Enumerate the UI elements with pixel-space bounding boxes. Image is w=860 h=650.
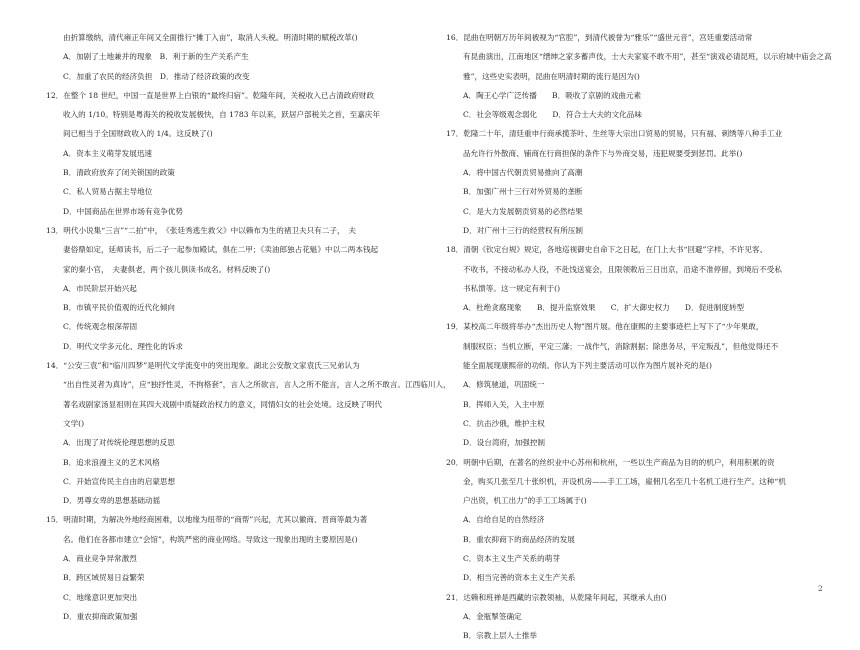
text-line: 著名戏剧家汤显祖则在其四大戏剧中质疑政治权力的意义，同情妇女的社会处境。这反映了明代 bbox=[63, 399, 382, 409]
text-line: A．杜绝贪腐现象 B．提升监察效果 C．扩大御史权力 D．促进制度转型 bbox=[463, 303, 745, 313]
text-line: 户出资，机工出力”的手工工场属于() bbox=[463, 496, 587, 506]
question-stem: 12．在整个 18 世纪，中国一直是世界上白银的“最终归宿”。乾隆年间，关税收入已占清政府财政 bbox=[46, 90, 375, 100]
right-column bbox=[446, 32, 832, 650]
text-line: B．宗教上层人士推举 bbox=[463, 631, 537, 641]
text-line: 家的秦小官， 夫妻俱老，两个孩儿俱读书成名。材料反映了() bbox=[63, 264, 271, 274]
text-line: A．加剧了土地兼并的现象 B．利于新的生产关系产生 bbox=[63, 52, 249, 62]
text-line: B．清政府放弃了闭关锁国的政策 bbox=[63, 168, 175, 178]
text-line: D．相当完善的资本主义生产关系 bbox=[463, 573, 576, 583]
text-line: C．加重了农民的经济负担 D．推动了经济政策的改变 bbox=[63, 71, 250, 81]
question-stem: 14．“公安三袁”和“临川四梦”是明代文学流变中的突出现象。湖北公安散文家袁氏三兄弟认为 bbox=[46, 361, 360, 371]
text-line: 品允许行外散商、铺商在行商担保的条件下与外商交易，违犯规要受到惩罚。此举() bbox=[463, 148, 743, 158]
question-stem: 15．明清时期，为解决外地经商困难，以地缘为纽带的“商帮”兴起，尤其以徽商、晋商等最为著 bbox=[46, 515, 368, 525]
page-number: 2 bbox=[818, 584, 823, 593]
text-line: A．商业竞争异常激烈 bbox=[63, 554, 137, 564]
text-line: D．对广州十三行的经营权有所压制 bbox=[463, 225, 583, 235]
text-line: C．地缘意识更加突出 bbox=[63, 592, 138, 602]
question-stem: 17．乾隆二十年，清廷重申行商承揽茶叶、生丝等大宗出口贸易的贸易，只有福、刺绣等八种手工业 bbox=[446, 129, 783, 139]
text-line: 文学() bbox=[63, 418, 85, 428]
text-line: D．明代文学多元化、理性化的诉求 bbox=[63, 341, 183, 351]
text-line: C．资本主义生产关系的萌芽 bbox=[463, 554, 560, 564]
text-line: C．抗击沙俄，维护主权 bbox=[463, 418, 545, 428]
text-line: D．男尊女卑的思想基础动摇 bbox=[63, 496, 161, 506]
text-line: 金，购买几张至几十张织机，开设机房——手工工场，雇佣几名至几十名机工进行生产。这种“机 bbox=[463, 476, 786, 486]
text-line: D．设台湾府，加强控制 bbox=[463, 438, 546, 448]
text-line: A．金瓶掣签确定 bbox=[463, 611, 522, 621]
text-line: B．跨区域贸易日益繁荣 bbox=[63, 573, 145, 583]
text-line: 间已相当于全国财政收入的 1/4。这反映了() bbox=[63, 129, 213, 139]
text-line: 能全面展现康熙帝的功绩。你认为下列主要活动可以作为图片展补充的是() bbox=[463, 361, 712, 371]
text-line: A．将中国古代朝贡贸易推向了高潮 bbox=[463, 168, 583, 178]
text-line: A．市民阶层开始兴起 bbox=[63, 283, 137, 293]
text-line: 名。他们在各都市建立“会馆”，构筑严密的商业网络。导致这一现象出现的主要原因是() bbox=[63, 534, 358, 544]
text-line: C．私人贸易占据主导地位 bbox=[63, 187, 153, 197]
text-line: A．自给自足的自然经济 bbox=[463, 515, 545, 525]
question-stem: 18．清朝《钦定台规》规定，各地巡视御史自命下之日起，在门上大书“回避”字样，不许见客、 bbox=[446, 245, 768, 255]
text-line: B．重农抑商下的商品经济的发展 bbox=[463, 534, 575, 544]
question-stem: 19．某校高二年级将举办“杰出历史人物”图片展。他在康熙的主要事迹栏上写下了“少年果敢， bbox=[446, 322, 764, 332]
text-line: 有昆曲演出，江南地区“缙绅之家多蓄声伎，士大夫家宴不敢不用”，甚至“演戏必请昆班，以示府城中庙会之高 bbox=[463, 52, 832, 62]
text-line: B．追求浪漫主义的艺术风格 bbox=[63, 457, 160, 467]
text-line: 收入的 1/10。特别是粤海关的税收发展极快，自 1783 年以来，跃居户部税关之首，至嘉庆年 bbox=[63, 110, 380, 120]
text-line: “出自性灵者为真诗”，应“独抒性灵，不拘格套”，言人之所欲言，言人之所不能言，言人之所不敢言。江西临川人， bbox=[63, 380, 451, 390]
question-stem: 16．昆曲在明朝万历年间被视为“官腔”，到清代被誉为“雅乐”“盛世元音”，宫廷重要活动常 bbox=[446, 33, 753, 42]
text-line: C．是大力发展朝贡贸易的必然结果 bbox=[463, 206, 583, 216]
question-stem: 20．明朝中后期，在著名的丝织业中心苏州和杭州，一些以生产商品为目的的机户，利用积累的资 bbox=[446, 457, 775, 467]
text-line: B．加强广州十三行对外贸易的垄断 bbox=[463, 187, 583, 197]
text-line: B．挥师入关，入主中原 bbox=[463, 399, 545, 409]
text-line: C．社会等级观念弱化 D．符合士大夫的文化品味 bbox=[463, 110, 642, 120]
text-line: D．中国商品在世界市场有竞争优势 bbox=[63, 206, 183, 216]
left-column bbox=[46, 32, 451, 630]
text-line: D．重农抑商政策加强 bbox=[63, 611, 138, 621]
text-line: C．传统观念根深蒂固 bbox=[63, 322, 138, 332]
question-stem: 21．达赖和班禅是西藏的宗教领袖，从乾隆年间起，其继承人由() bbox=[446, 592, 667, 602]
text-line: A．修筑驰道，巩固统一 bbox=[463, 380, 545, 390]
text-line: A．资本主义萌芽发展迅速 bbox=[63, 148, 153, 158]
question-stem: 13．明代小说集“三言”“二拍”中， 《张廷秀逃生救父》中以赖布为生的褚卫夫只有二子， 夫 bbox=[46, 225, 356, 235]
text-line: 不收书，不接动私办人役，不赴饯送宴会，且限领敕后三日出京，沿途不准停留，到境后不受私 bbox=[463, 264, 782, 274]
text-line: A．陶王心学广泛传播 B．吸收了京剧的戏曲元素 bbox=[463, 90, 642, 100]
text-line: 妻俗鼎如定，延师读书，后二子一起参加殿试，俱在二甲；《卖油郎独占花魁》中以二两本钱起 bbox=[63, 245, 379, 255]
text-line: C．开始宣传民主自由的启蒙思想 bbox=[63, 476, 176, 486]
text-line: 雅”，这些史实表明，昆曲在明清时期的流行是因为() bbox=[463, 71, 640, 81]
text-line: A．出现了对传统伦理思想的反思 bbox=[63, 438, 175, 448]
text-line: 由折算缴纳，清代雍正年间又全面推行“摊丁入亩”，取消人头税。明清时期的赋税改革() bbox=[63, 33, 358, 42]
text-line: B．市镇平民价值观的近代化倾向 bbox=[63, 303, 175, 313]
text-line: 制服权臣；当机立断，平定三藩；一战作气，消除割据；除患务尽，平定叛乱”，但他觉得还不 bbox=[463, 341, 779, 351]
text-line: 书私馈等。这一规定有利于() bbox=[463, 283, 561, 293]
